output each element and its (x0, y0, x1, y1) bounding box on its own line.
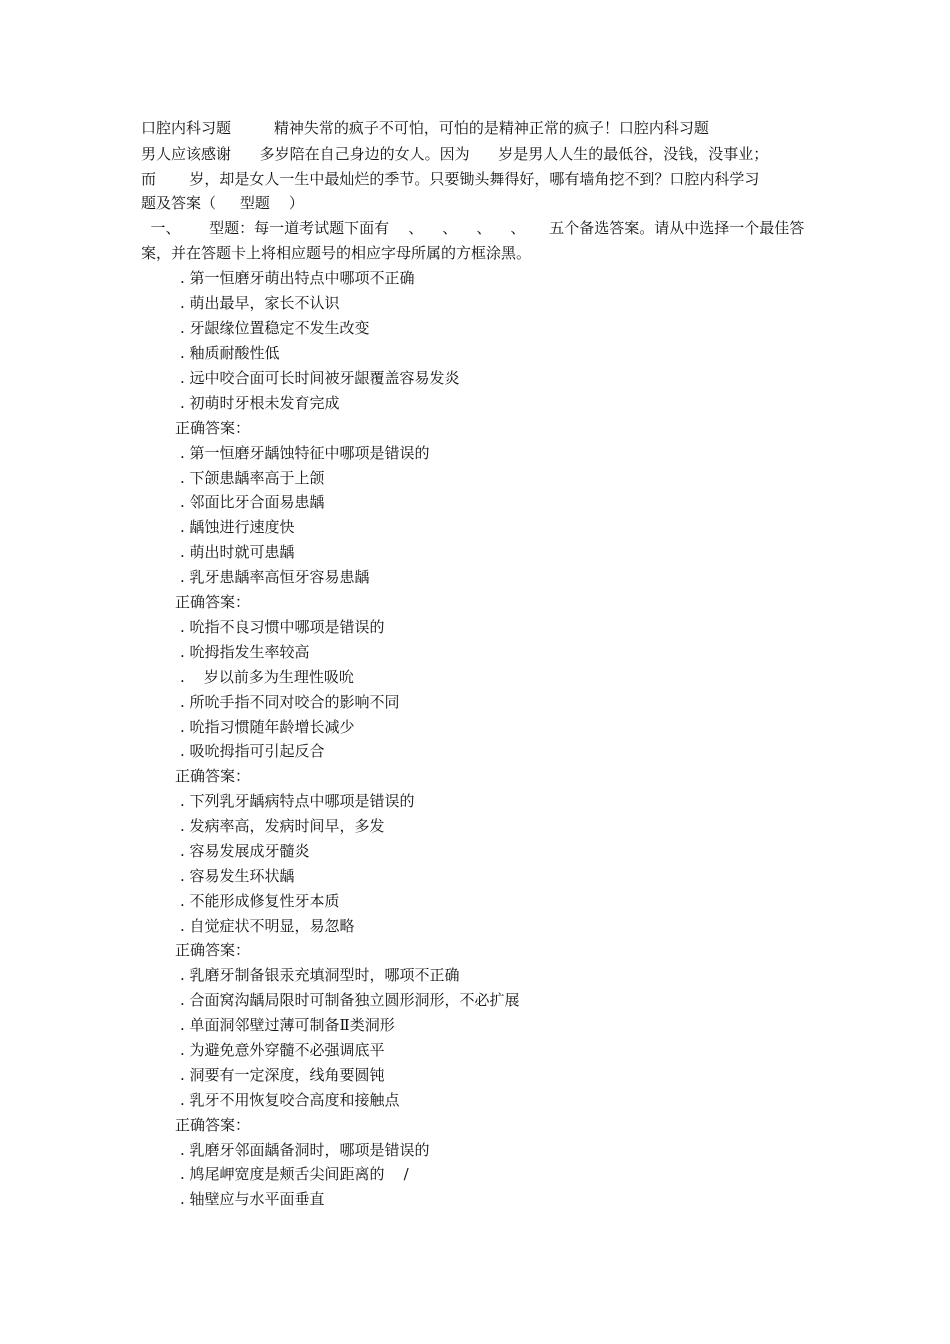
question-option: . 轴壁应与水平面垂直 (180, 1190, 325, 1208)
question-option: . 吮指习惯随年龄增长减少 (180, 718, 355, 736)
question-stem: . 第一恒磨牙龋蚀特征中哪项是错误的 (180, 444, 430, 462)
question-option: . 下颌患龋率高于上颌 (180, 469, 325, 487)
question-option: . 吮拇指发生率较高 (180, 643, 310, 661)
question-option: . 所吮手指不同对咬合的影响不同 (180, 693, 400, 711)
question-stem: . 乳磨牙制备银汞充填洞型时，哪项不正确 (180, 966, 460, 984)
question-option: . 洞要有一定深度，线角要圆钝 (180, 1066, 385, 1084)
question-option: . 釉质耐酸性低 (180, 344, 280, 362)
question-option: . 牙龈缘位置稳定不发生改变 (180, 319, 370, 337)
question-option: . 龋蚀进行速度快 (180, 518, 295, 536)
question-option: . 乳牙不用恢复咬合高度和接触点 (180, 1091, 400, 1109)
intro-line-1: 口腔内科习题 精神失常的疯子不可怕，可怕的是精神正常的疯子！口腔内科习题 (141, 119, 709, 137)
question-stem: . 下列乳牙龋病特点中哪项是错误的 (180, 792, 415, 810)
section-instruction-line-1: 一、 型题：每一道考试题下面有 、 、 、 、 五个备选答案。请从中选择一个最佳答 (141, 219, 805, 237)
question-option: . 容易发生环状龋 (180, 867, 295, 885)
question-stem: . 乳磨牙邻面龋备洞时，哪项是错误的 (180, 1141, 430, 1159)
question-stem: . 第一恒磨牙萌出特点中哪项不正确 (180, 269, 415, 287)
answer-label: 正确答案： (175, 1116, 251, 1134)
question-option: . 合面窝沟龋局限时可制备独立圆形洞形，不必扩展 (180, 991, 520, 1009)
question-option: . 远中咬合面可长时间被牙龈覆盖容易发炎 (180, 369, 460, 387)
question-option: . 岁以前多为生理性吸吮 (180, 668, 354, 686)
question-stem: . 吮指不良习惯中哪项是错误的 (180, 618, 385, 636)
answer-label: 正确答案： (175, 941, 251, 959)
question-option: . 单面洞邻壁过薄可制备Ⅱ类洞形 (180, 1016, 395, 1034)
intro-line-4: 题及答案（ 型题 ） (141, 194, 304, 212)
question-option: . 吸吮拇指可引起反合 (180, 742, 325, 760)
question-option: . 初萌时牙根未发育完成 (180, 394, 340, 412)
intro-line-2: 男人应该感谢 多岁陪在自己身边的女人。因为 岁是男人人生的最低谷，没钱，没事业； (141, 145, 769, 163)
question-option: . 发病率高，发病时间早，多发 (180, 817, 385, 835)
question-option: . 乳牙患龋率高恒牙容易患龋 (180, 568, 370, 586)
intro-line-3: 而 岁，却是女人一生中最灿烂的季节。只要锄头舞得好，哪有墙角挖不到？口腔内科学习 (141, 170, 760, 188)
question-option: . 不能形成修复性牙本质 (180, 892, 340, 910)
answer-label: 正确答案： (175, 593, 251, 611)
question-option: . 鸠尾岬宽度是颊舌尖间距离的 / (180, 1165, 409, 1183)
question-option: . 萌出最早，家长不认识 (180, 294, 340, 312)
question-option: . 萌出时就可患龋 (180, 543, 295, 561)
question-option: . 自觉症状不明显，易忽略 (180, 917, 355, 935)
question-option: . 容易发展成牙髓炎 (180, 842, 310, 860)
answer-label: 正确答案： (175, 767, 251, 785)
answer-label: 正确答案： (175, 419, 251, 437)
question-option: . 为避免意外穿髓不必强调底平 (180, 1041, 385, 1059)
question-option: . 邻面比牙合面易患龋 (180, 493, 325, 511)
section-instruction-line-2: 案，并在答题卡上将相应题号的相应字母所属的方框涂黑。 (141, 244, 532, 262)
